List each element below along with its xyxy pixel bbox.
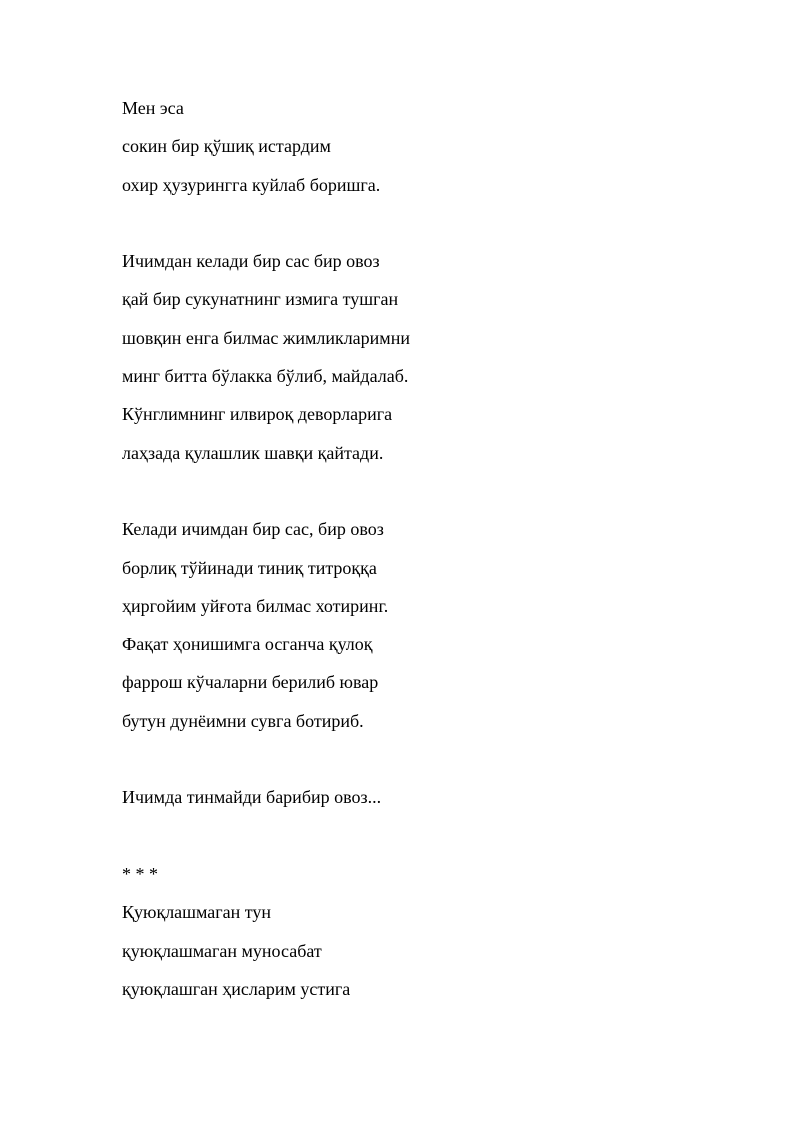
- stanza-1: [122, 94, 722, 209]
- poem-line: шовқин енга билмас жимликларимни: [122, 327, 410, 348]
- poem-line: бутун дунёимни сувга ботириб.: [122, 710, 364, 731]
- poem-line: Келади ичимдан бир сас, бир овоз: [122, 519, 384, 540]
- section-separator: * * *: [122, 863, 158, 884]
- stanza-gap: [122, 209, 722, 247]
- stanza-2: [122, 247, 722, 477]
- poem-line: лаҳзада қулашлик шавқи қайтади.: [122, 442, 384, 463]
- poem-line: охир ҳузурингга куйлаб боришга.: [122, 174, 381, 195]
- stanza-4: [122, 783, 722, 821]
- stanza-gap: [122, 477, 722, 515]
- poem-line: борлиқ тўйинади тиниқ титроққа: [122, 557, 377, 578]
- poem-line: фаррош кўчаларни берилиб ювар: [122, 672, 379, 693]
- poem-line: Фақат ҳонишимга осганча қулоқ: [122, 634, 373, 655]
- poem-line: қуюқлашган ҳисларим устига: [122, 978, 351, 999]
- stanza-5: [122, 898, 722, 1013]
- stanza-gap: [122, 745, 722, 783]
- poem-text: [122, 94, 722, 1013]
- stanza-gap: [122, 822, 722, 860]
- poem-line: Мен эса: [122, 98, 184, 118]
- poem-line: қуюқлашмаган муносабат: [122, 940, 322, 961]
- poem-line: сокин бир қўшиқ истардим: [122, 136, 331, 157]
- poem-line: қай бир сукунатнинг измига тушган: [122, 289, 399, 310]
- poem-line: Кўнглимнинг илвироқ деворларига: [122, 404, 393, 425]
- poem-line: минг битта бўлакка бўлиб, майдалаб.: [122, 366, 409, 387]
- poem-line: ҳиргойим уйғота билмас хотиринг.: [122, 595, 389, 616]
- poem-line: Ичимдан келади бир сас бир овоз: [122, 251, 380, 272]
- poem-line: Ичимда тинмайди барибир овоз...: [122, 787, 382, 808]
- stanza-3: [122, 515, 722, 745]
- poem-line: Қуюқлашмаган тун: [122, 902, 272, 923]
